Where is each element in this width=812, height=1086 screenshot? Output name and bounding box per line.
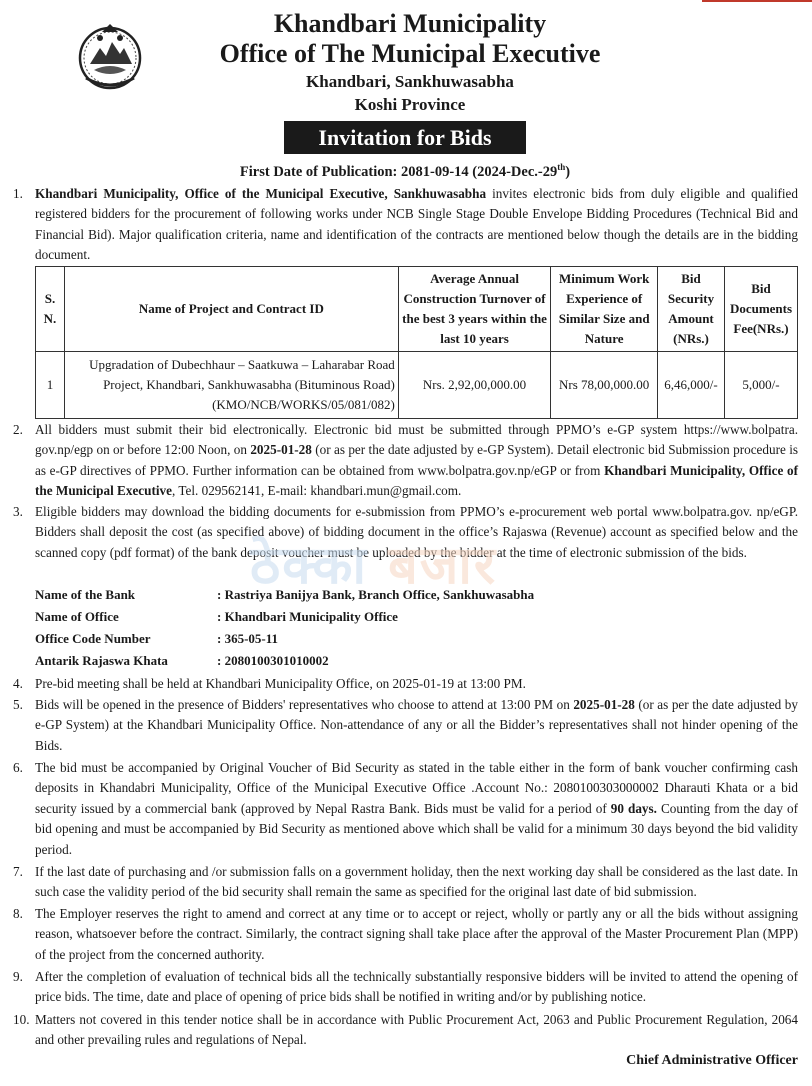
clause-5-text-b: (or as per the date adjusted by e-GP System) at the Khandbari Municipality Office. Non-attendance of any or all the Bidder’s representatives shall not hinder opening of the Bids.	[35, 697, 798, 753]
clause-2-text-b: (or as per the date adjusted by e-GP System). Detail electronic bid Submission procedure is as e-GP directives of PPMO. Further information can be obtained from www.bolpatra.gov.np/eGP or from	[35, 442, 798, 478]
col-header-bid-security: Bid Security Amount (NRs.)	[658, 267, 725, 352]
clause-2-text-c: , Tel. 029562141, E-mail: khandbari.mun@gmail.com.	[172, 483, 462, 499]
clause-6-text-b: Counting from the day of bid opening and must be accompanied by Bid Security as mentioned above which shall be valid for a minimum 30 days beyond the bid validity period.	[35, 800, 798, 857]
bank-value: : Rastriya Banijya Bank, Branch Office, Sankhuwasabha	[217, 587, 535, 602]
clause-4	[13, 674, 798, 694]
cell-doc-fee: 5,000/-	[724, 352, 797, 419]
clause-2-text-a: All bidders must submit their bid electronically. Electronic bid must be submitted through PPMO’s e-GP system https://www.bolpatra. gov.np/egp on or before 12:00 Noon, on	[35, 422, 798, 458]
municipality-name: Khandbari Municipality	[273, 9, 547, 38]
bank-label: Antarik Rajaswa Khata	[35, 653, 168, 668]
cell-turnover: Nrs. 2,92,00,000.00	[398, 352, 550, 419]
contracts-table	[35, 266, 798, 419]
clause-2	[13, 420, 798, 502]
cell-sn: 1	[36, 352, 65, 419]
clause-3-text: Eligible bidders may download the bidding documents for e-submission from PPMO’s e-procurement web portal www.bolpatra.gov. np/eGP. Bidders shall deposit the cost (as specified above) of bidding document in the office’s Rajaswa (Revenue) account as specified below and the scanned copy (pdf format) of the bank deposit voucher must be uploaded by the bidder at the time of electronic submission of the bids.	[35, 504, 798, 560]
clause-7-text: If the last date of purchasing and /or submission falls on a government holiday, then the next working day shall be considered as the last date. In such case the validity period of the bid security shall remain the same as specified for the original last date of bid submission.	[35, 864, 798, 900]
clause-6	[13, 758, 798, 860]
bank-value: : 365-05-11	[217, 631, 279, 646]
bank-label: Office Code Number	[35, 631, 151, 646]
clause-5-date: 2025-01-28	[573, 697, 635, 712]
clause-1	[13, 184, 798, 266]
clause-4-text: Pre-bid meeting shall be held at Khandbari Municipality Office, on 2025-01-19 at 13:00 PM.	[35, 676, 526, 691]
clause-number: 8.	[13, 906, 23, 921]
clause-number: 7.	[13, 864, 23, 879]
bank-label: Name of the Bank	[35, 587, 136, 602]
bank-value: : Khandbari Municipality Office	[217, 609, 398, 624]
publication-date-suffix: th	[557, 162, 566, 172]
bank-value: : 2080100301010002	[217, 653, 329, 668]
col-header-turnover: Average Annual Construction Turnover of the best 3 years within the last 10 years	[398, 267, 550, 352]
clause-8	[13, 904, 798, 965]
province-name: Koshi Province	[354, 95, 466, 114]
clause-1-bold: Khandbari Municipality, Office of the Municipal Executive, Sankhuwasabha	[35, 186, 487, 201]
clause-number: 10.	[13, 1012, 30, 1027]
clause-number: 5.	[13, 697, 23, 712]
clause-number: 2.	[13, 422, 23, 437]
clause-number: 6.	[13, 760, 23, 775]
table-row	[36, 352, 798, 419]
clause-7	[13, 862, 798, 903]
publication-date-text: First Date of Publication: 2081-09-14 (2024-Dec.-29	[239, 163, 558, 180]
watermark-logo: ठेक्का बजार	[250, 536, 498, 596]
col-header-sn: S. N.	[36, 267, 65, 352]
bank-label: Name of Office	[35, 609, 119, 624]
clause-5-text-a: Bids will be opened in the presence of Bidders' representatives who choose to attend at 13:00 PM on	[35, 697, 574, 712]
clause-10-text: Matters not covered in this tender notice shall be in accordance with Public Procurement Act, 2063 and Public Procurement Regulation, 2064 and other prevailing rules and regulations of Nepal.	[35, 1012, 798, 1048]
clause-6-text-a: The bid must be accompanied by Original Voucher of Bid Security as stated in the table either in the form of bank voucher confirming cash deposits in Khandabri Municipality, Office of the Municipal Executive Office .Account No.: 2080100303000002 Dharauti Khata or a bid security issued by a commercial bank (approved by Nepal Rastra Bank. Bids must be valid for a period of	[35, 760, 798, 816]
clause-number: 1.	[13, 186, 23, 201]
clause-8-text: The Employer reserves the right to amend and correct at any time or to accept or reject, wholly or partly any or all the bids without assigning reason, whatsoever before the contract. Similarly, the contract signing shall take place after the approval of the Master Procurement Plan (MPP) of the project from the concerned authority.	[35, 906, 798, 962]
office-location: Khandbari, Sankhuwasabha	[306, 72, 514, 91]
col-header-experience: Minimum Work Experience of Similar Size and Nature	[551, 267, 658, 352]
clause-2-office: Khandbari Municipality, Office of the Municipal Executive	[35, 462, 798, 499]
clause-number: 9.	[13, 969, 23, 984]
clause-1-text: invites electronic bids from duly eligible and qualified registered bidders for the procurement of following works under NCB Single Stage Double Envelope Bidding Procedures (Technical Bid and Financial Bid). Major qualification criteria, name and identification of the contracts are mentioned below though the details are in the bidding document.	[35, 186, 798, 263]
publication-date	[150, 162, 660, 181]
cell-bid-security: 6,46,000/-	[658, 352, 725, 419]
clause-number: 3.	[13, 504, 23, 519]
clause-2-deadline: 2025-01-28	[250, 442, 312, 458]
publication-date-close: )	[565, 163, 571, 180]
cell-project: Upgradation of Dubechhaur – Saatkuwa – Laharabar Road Project, Khandbari, Sankhuwasabha (Bituminous Road) (KMO/NCB/WORKS/05/081/082)	[64, 352, 398, 419]
clause-9	[13, 967, 798, 1008]
invitation-banner: Invitation for Bids	[284, 121, 526, 154]
clause-6-validity: 90 days.	[610, 800, 657, 816]
clause-9-text: After the completion of evaluation of technical bids all the technically substantially responsive bidders will be invited to attend the opening of price bids. The time, date and place of opening of price bids shall be notified in writing and/or by publishing notice.	[35, 969, 798, 1005]
col-header-doc-fee: Bid Documents Fee(NRs.)	[724, 267, 797, 352]
signatory-title: Chief Administrative Officer	[626, 1053, 798, 1068]
clause-number: 4.	[13, 676, 23, 691]
clause-5	[13, 695, 798, 756]
col-header-project: Name of Project and Contract ID	[64, 267, 398, 352]
clause-10	[13, 1010, 798, 1051]
top-accent-line	[702, 0, 812, 2]
cell-experience: Nrs 78,00,000.00	[551, 352, 658, 419]
office-name: Office of The Municipal Executive	[219, 39, 601, 68]
